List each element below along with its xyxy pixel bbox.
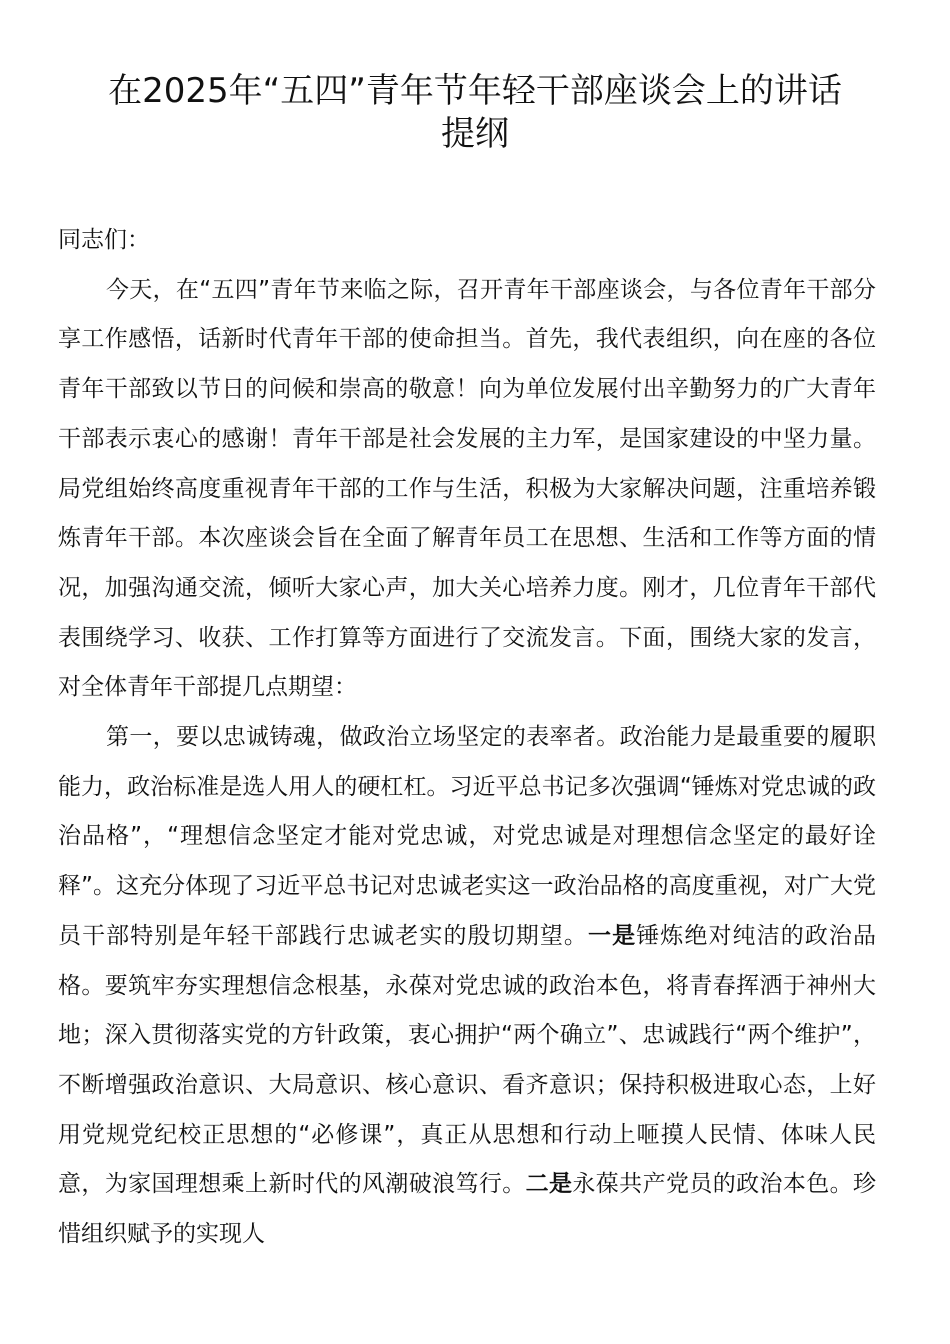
paragraph-text: 锤炼绝对纯洁的政治品格。要筑牢夯实理想信念根基，永葆对党忠诚的政治本色，将青春挥洒于神州大地；深入贯彻落实党的方针政策，衷心拥护“两个确立”、忠诚践行“两个维护”，不断增强政治意识、大局意识、核心意识、看齐意识；保持积极进取心态，上好用党规党纪校正思想的“必修课”，真正从思想和行动上咂摸人民情、体味人民意，为家国理想乘上新时代的风潮破浪笃行。 xyxy=(58,922,877,1198)
salutation: 同志们： xyxy=(58,227,150,253)
bold-marker-one: 一是 xyxy=(588,922,637,949)
paragraph-first-point xyxy=(58,713,876,1260)
page-title xyxy=(60,70,890,156)
title-line-2: 提纲 xyxy=(441,114,509,154)
paragraph-intro: 今天，在“五四”青年节来临之际，召开青年干部座谈会，与各位青年干部分享工作感悟，话新时代青年干部的使命担当。首先，我代表组织，向在座的各位青年干部致以节日的问候和崇高的敬意！向为单位发展付出辛勤努力的广大青年干部表示衷心的感谢！青年干部是社会发展的主力军，是国家建设的中坚力量。局党组始终高度重视青年干部的工作与生活，积极为大家解决问题，注重培养锻炼青年干部。本次座谈会旨在全面了解青年员工在思想、生活和工作等方面的情况，加强沟通交流，倾听大家心声，加大关心培养力度。刚才，几位青年干部代表围绕学习、收获、工作打算等方面进行了交流发言。下面，围绕大家的发言，对全体青年干部提几点期望： xyxy=(58,276,876,701)
title-line-1: 在2025年“五四”青年节年轻干部座谈会上的讲话 xyxy=(108,71,842,111)
paragraph-text: 第一，要以忠诚铸魂，做政治立场坚定的表率者。政治能力是最重要的履职能力，政治标准是选人用人的硬杠杠。习近平总书记多次强调“锤炼对党忠诚的政治品格”，“理想信念坚定才能对党忠诚，对党忠诚是对理想信念坚定的最好诠释”。这充分体现了习近平总书记对忠诚老实这一政治品格的高度重视，对广大党员干部特别是年轻干部践行忠诚老实的殷切期望。 xyxy=(58,724,876,949)
paragraph-text: 永葆共产党员的政治本色。珍惜组织赋予的实现人 xyxy=(58,1171,877,1248)
bold-marker-two: 二是 xyxy=(525,1171,573,1198)
document-body xyxy=(58,216,876,1260)
